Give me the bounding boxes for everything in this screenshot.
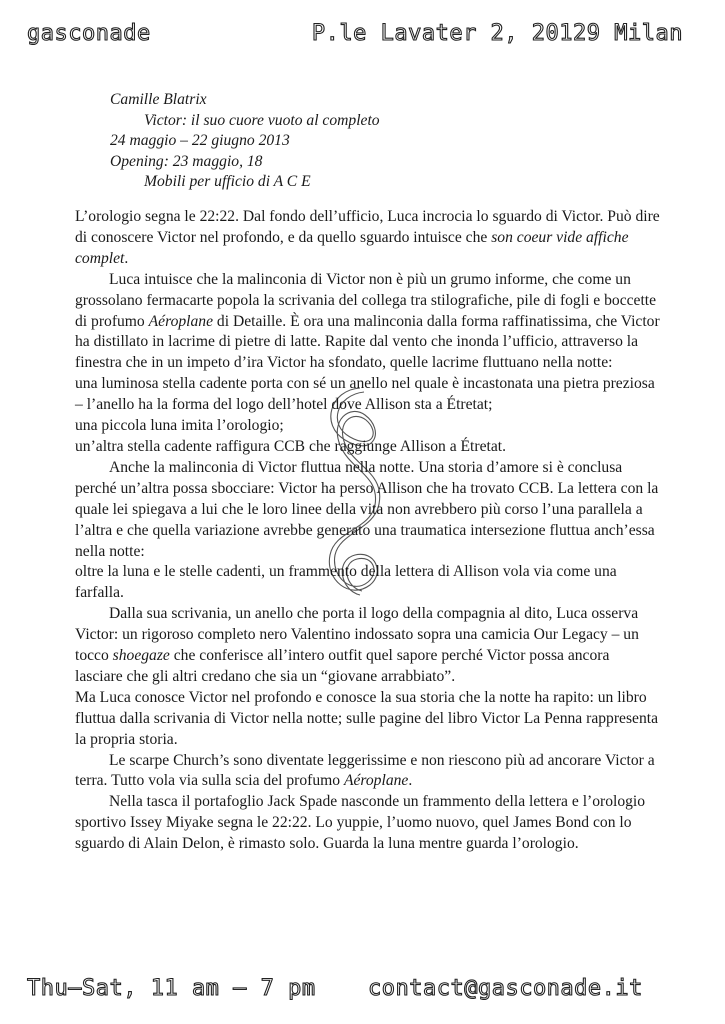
paragraph-5: Dalla sua scrivania, un anello che porta il logo della compagnia al dito, Luca osserva Victor: un rigoroso completo nero Valentino indossato sopra una camicia Our Legacy – un tocco shoegaze che conferisce all’intero outfit quel sapore perché Victor possa ancora lasciare che gli altri credano che sia un “giovane arrabbiato”.: [75, 605, 639, 685]
paragraph-2: Luca intuisce che la malinconia di Victor non è più un grumo informe, che come un grossolano fermacarte popola la scrivania del collega tra stilografiche, pile di fogli e boccette di profumo Aéroplane di Detaille. È ora una malinconia dalla forma raffinatissima, che Victor ha distillato in lacrime di pietre di latte. Rapite dal vento che inonda l’ufficio, attraverso la finestra che in un impeto d’ira Victor ha sfondato, quelle lacrime fluttuano nella notte:: [75, 270, 660, 372]
paragraph-4: oltre la luna e le stelle cadenti, un frammento della lettera di Allison vola via come una farfalla.: [75, 563, 617, 602]
list-line-1: una luminosa stella cadente porta con sé un anello nel quale è incastonata una pietra preziosa – l’anello ha la forma del logo dell’hotel dove Allison sta a Étretat;: [75, 375, 655, 414]
exhibition-dates: 24 maggio – 22 giugno 2013: [110, 132, 290, 149]
opening-hours: Thu–Sat, 11 am – 7 pm: [27, 976, 316, 1001]
furniture-credit: Mobili per ufficio di A C E: [144, 173, 311, 190]
paragraph-1: L’orologio segna le 22:22. Dal fondo dell’ufficio, Luca incrocia lo sguardo di Victor. Può dire di conoscere Victor nel profondo, e da quello sguardo intuisce che son coeur vide affiche complet.: [75, 208, 660, 267]
list-line-2: una piccola luna imita l’orologio;: [75, 417, 284, 435]
paragraph-3: Anche la malinconia di Victor fluttua nella notte. Una storia d’amore si è conclusa perché un’altra possa sbocciare: Victor ha perso Allison che ha trovato CCB. La lettera con la quale lei spiegava a lui che le loro linee della vita non avrebbero più corso l’una parallela a l’altra e che quella variazione avrebbe generato una traumatica intersezione fluttua anch’essa nella notte:: [75, 458, 659, 560]
list-line-3: un’altra stella cadente raffigura CCB che raggiunge Allison a Étretat.: [75, 437, 506, 455]
brand-name: gasconade: [27, 21, 151, 46]
press-text: [75, 207, 660, 855]
artist-name: Camille Blatrix: [110, 91, 207, 108]
gallery-address: P.le Lavater 2, 20129 Milan: [311, 21, 683, 46]
opening-info: Opening: 23 maggio, 18: [110, 152, 263, 170]
paragraph-8: Nella tasca il portafoglio Jack Spade nasconde un frammento della lettera e l’orologio sportivo Issey Miyake segna le 22:22. Lo yuppie, l’uomo nuovo, quel James Bond con lo sguardo di Alain Delon, è rimasto solo. Guarda la luna mentre guarda l’orologio.: [75, 793, 646, 853]
exhibition-title: Victor: il suo cuore vuoto al completo: [144, 111, 380, 129]
contact-email[interactable]: contact@gasconade.it: [368, 976, 643, 1001]
paragraph-7: Le scarpe Church’s sono diventate leggerissime e non riescono più ad ancorare Victor a terra. Tutto vola via sulla scia del profumo Aéroplane.: [75, 751, 655, 790]
paragraph-6: Ma Luca conosce Victor nel profondo e conosce la sua storia che la notte ha rapito: un libro fluttua dalla scrivania di Victor nella notte; sulle pagine del libro Victor La Penna rappresenta la propria storia.: [75, 688, 658, 748]
exhibition-info: [110, 90, 670, 193]
